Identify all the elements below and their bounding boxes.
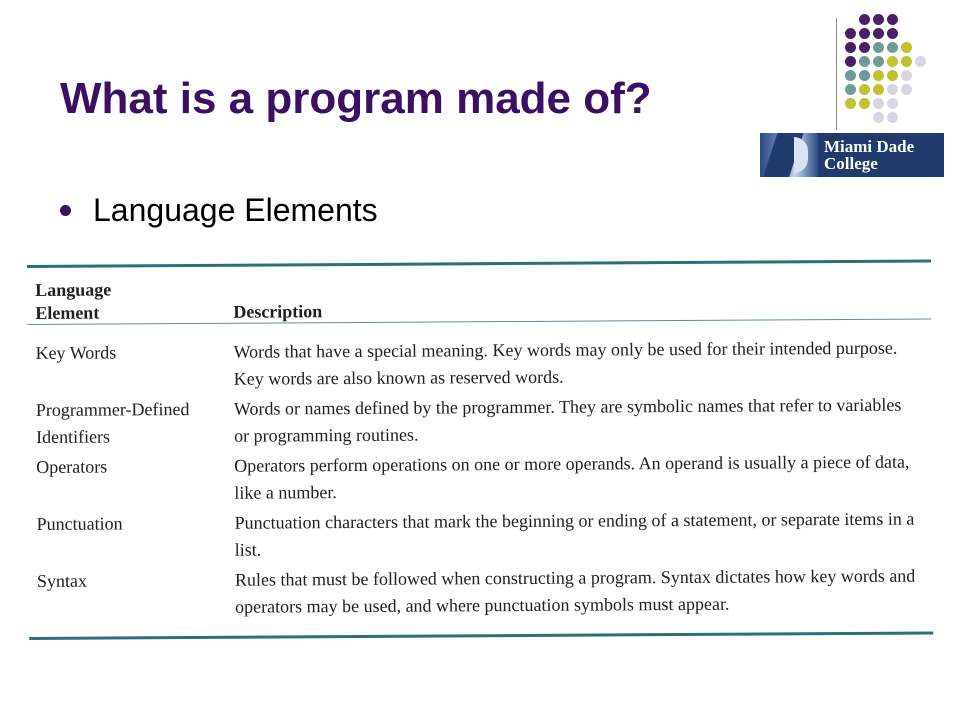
decorative-dot — [859, 28, 870, 39]
table-row — [36, 392, 916, 454]
cell-description: Punctuation characters that mark the beginning or ending of a statement, or separate items in a list. — [234, 508, 915, 560]
decorative-dot — [887, 112, 898, 123]
table-row — [35, 328, 915, 397]
table-body — [35, 328, 917, 625]
header-description: Description — [233, 301, 323, 322]
miami-dade-college-logo — [760, 133, 944, 177]
decorative-dot — [845, 84, 856, 95]
logo-line-1: Miami Dade — [824, 137, 915, 156]
decorative-dot — [887, 14, 898, 25]
logo-text — [818, 138, 914, 172]
decorative-dot — [873, 42, 884, 53]
table-row — [37, 563, 917, 625]
decorative-dot — [859, 56, 870, 67]
vertical-divider — [836, 18, 837, 130]
decorative-dot — [901, 42, 912, 53]
decorative-dot — [873, 84, 884, 95]
cell-element: Syntax — [36, 570, 88, 591]
decorative-dot — [859, 70, 870, 81]
table-header-row — [35, 274, 915, 333]
bullet-item — [60, 192, 378, 229]
cell-description: Words that have a special meaning. Key words may only be used for their intended purpose. Key words are also known as reserved words. — [233, 337, 898, 389]
bullet-icon — [60, 205, 71, 216]
decorative-dot — [887, 28, 898, 39]
logo-line-2: College — [824, 154, 878, 173]
decorative-dot — [845, 42, 856, 53]
table-row — [37, 506, 917, 568]
decorative-dot — [873, 14, 884, 25]
decorative-dot — [859, 84, 870, 95]
language-elements-table-image — [27, 259, 933, 645]
decorative-dot — [859, 98, 870, 109]
logo-mark-icon — [760, 133, 818, 177]
decorative-dot — [887, 84, 898, 95]
decorative-dot — [873, 56, 884, 67]
decorative-dot — [873, 98, 884, 109]
cell-element: Programmer-Defined Identifiers — [35, 399, 190, 447]
decorative-dot — [859, 42, 870, 53]
decorative-dot — [887, 98, 898, 109]
header-language-element: Language Element — [35, 279, 112, 323]
table-top-rule — [27, 259, 931, 268]
decorative-dot — [845, 98, 856, 109]
table-bottom-rule — [29, 631, 933, 640]
decorative-dot — [845, 56, 856, 67]
decorative-dot — [915, 56, 926, 67]
cell-element: Key Words — [35, 342, 117, 363]
bullet-text: Language Elements — [93, 192, 378, 228]
cell-description: Rules that must be followed when constructing a program. Syntax dictates how key words and operators may be used, and where punctuation symbols must appear. — [234, 565, 916, 617]
cell-element: Operators — [36, 456, 108, 477]
language-elements-table — [35, 274, 917, 625]
decorative-dot — [873, 28, 884, 39]
cell-description: Words or names defined by the programmer. They are symbolic names that refer to variables or programming routines. — [233, 394, 902, 446]
decorative-dot — [901, 70, 912, 81]
cell-element: Punctuation — [36, 513, 123, 534]
decorative-dot — [887, 56, 898, 67]
table-row — [36, 449, 916, 511]
decorative-dot — [859, 14, 870, 25]
decorative-dot — [901, 56, 912, 67]
cell-description: Operators perform operations on one or more operands. An operand is usually a piece of data, like a number. — [234, 451, 910, 503]
decorative-dot — [873, 112, 884, 123]
slide-title: What is a program made of? — [60, 74, 652, 123]
decorative-dot — [901, 84, 912, 95]
decorative-dot — [873, 70, 884, 81]
decorative-dot — [845, 70, 856, 81]
decorative-dot — [887, 42, 898, 53]
decorative-dot — [887, 70, 898, 81]
decorative-dot — [845, 28, 856, 39]
